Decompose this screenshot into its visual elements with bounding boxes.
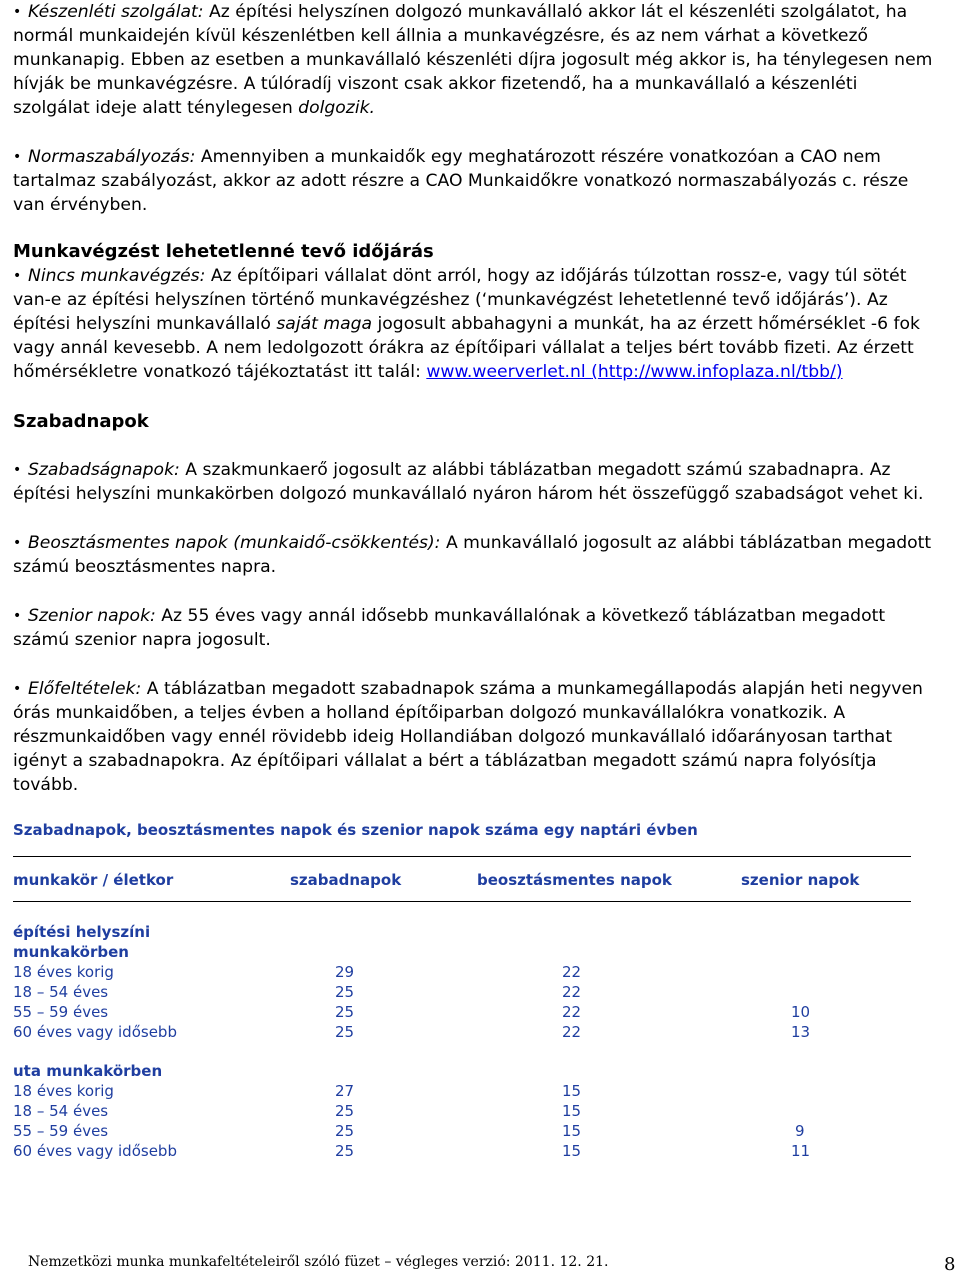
table-rule-top [13, 856, 911, 857]
table-group-label: építési helyszíni [13, 923, 151, 941]
bullet-icon: • [13, 681, 22, 697]
table-row: 55 – 59 éves 25 22 10 [13, 1003, 811, 1021]
bullet-icon: • [13, 268, 22, 284]
term-label: Nincs munkavégzés: [28, 266, 206, 286]
bullet-icon: • [13, 535, 22, 551]
table-rule-header [13, 901, 911, 902]
link-weerverlet[interactable]: www.weerverlet.nl [426, 362, 592, 382]
table-row: 18 éves korig 29 22 [13, 963, 582, 981]
link-infoplaza[interactable]: http://www.infoplaza.nl/tbb/ [597, 362, 836, 382]
bullet-icon: • [13, 4, 22, 20]
term-label: Szabadságnapok: [28, 460, 180, 480]
bullet-icon: • [13, 149, 22, 165]
bullet-icon: • [13, 462, 22, 478]
paragraph-senior-days: • Szenior napok: Az 55 éves vagy annál idősebb munkavállalónak a következő táblázatban megadott számú szenior napra jogosult. [13, 606, 886, 650]
term-label: Normaszabályozás: [28, 147, 196, 167]
table-row: 55 – 59 éves 25 15 9 [13, 1122, 805, 1140]
col-header-free-days: beosztásmentes napok [477, 871, 672, 889]
paragraph-free-days: • Beosztásmentes napok (munkaidő-csökkentés): A munkavállaló jogosult az alábbi táblázatban megadott számú beosztásmentes napra. [13, 533, 932, 577]
bullet-icon: • [13, 608, 22, 624]
heading-days-off: Szabadnapok [13, 411, 149, 432]
table-row: 60 éves vagy idősebb 25 22 13 [13, 1023, 811, 1041]
link-paren-close: ) [835, 362, 843, 382]
page-footer: Nemzetközi munka munkafeltételeiről szóló füzet – végleges verzió: 2011. 12. 21. [28, 1254, 609, 1270]
term-label: Szenior napok: [28, 606, 156, 626]
col-header-days-off: szabadnapok [290, 871, 402, 889]
link-paren-open: ( [591, 362, 598, 382]
col-header-senior-days: szenior napok [741, 871, 860, 889]
col-header-job-age: munkakör / életkor [13, 871, 174, 889]
term-label: Előfeltételek: [28, 679, 142, 699]
term-label: Készenléti szolgálat: [28, 2, 204, 22]
paragraph-norm-regulation: • Normaszabályozás: Amennyiben a munkaidők egy meghatározott részére vonatkozóan a CAO nem tartalmaz szabályozást, akkor az adott részre a CAO Munkaidőkre vonatkozó normaszabályozás c. része van érvényben. [13, 147, 909, 215]
paragraph-preconditions: • Előfeltételek: A táblázatban megadott szabadnapok száma a munkamegállapodás alapján heti negyven órás munkaidőben, a teljes évben a holland építőiparban dolgozó munkavállalókra vonatkozik. A részmunkaidőben vagy ennél rövidebb ideig Hollandiában dolgozó munkavállaló időarányosan tarthat igényt a szabadnapokra. Az építőipari vállalat a bért a táblázatban megadott számú napra folyósítja tovább. [13, 679, 923, 795]
table-row: 18 – 54 éves 25 22 [13, 983, 582, 1001]
heading-weather: Munkavégzést lehetetlenné tevő időjárás [13, 241, 434, 262]
paragraph-holidays: • Szabadságnapok: A szakmunkaerő jogosult az alábbi táblázatban megadott számú szabadnapra. Az építési helyszíni munkakörben dolgozó munkavállaló nyáron három hét összefüggő szabadságot vehet ki. [13, 460, 924, 504]
page-number: 8 [944, 1254, 956, 1275]
table-group-label: uta munkakörben [13, 1062, 163, 1080]
paragraph-standby-duty: • Készenléti szolgálat: Az építési helyszínen dolgozó munkavállaló akkor lát el készenléti szolgálatot, ha normál munkaidején kívül készenlétben kell állnia a munkavégzésre, és az nem várhat a következő munkanapig. Ebben az esetben a munkavállaló készenléti díjra jogosult még akkor is, ha ténylegesen nem hívják be munkavégzésre. A túlóradíj viszont csak akkor fizetendő, ha a munkavállaló a készenléti szolgálat ideje alatt ténylegesen dolgozik. [13, 2, 933, 118]
term-label: Beosztásmentes napok (munkaidő-csökkentés): [28, 533, 441, 553]
paragraph-no-work: • Nincs munkavégzés: Az építőipari vállalat dönt arról, hogy az időjárás túlzottan rossz-e, vagy túl sötét van-e az építési helyszínen történő munkavégzéshez (‘munkavégzést lehetetlenné tevő időjárás’). Az építési helyszíni munkavállaló saját maga jogosult abbahagyni a munkát, ha az érzett hőmérséklet -6 fok vagy annál kevesebb. A nem ledolgozott órákra az építőipari vállalat a teljes bért tovább fizeti. Az érzett hőmérsékletre vonatkozó tájékoztatást itt talál: www.weerverlet.nl (http://www.infoplaza.nl/tbb/) [13, 266, 920, 382]
table-row: 18 – 54 éves 25 15 [13, 1102, 582, 1120]
table-row: 60 éves vagy idősebb 25 15 11 [13, 1142, 811, 1160]
table-row: 18 éves korig 27 15 [13, 1082, 582, 1100]
table-group-label: munkakörben [13, 943, 129, 961]
table-title: Szabadnapok, beosztásmentes napok és szenior napok száma egy naptári évben [13, 821, 698, 839]
